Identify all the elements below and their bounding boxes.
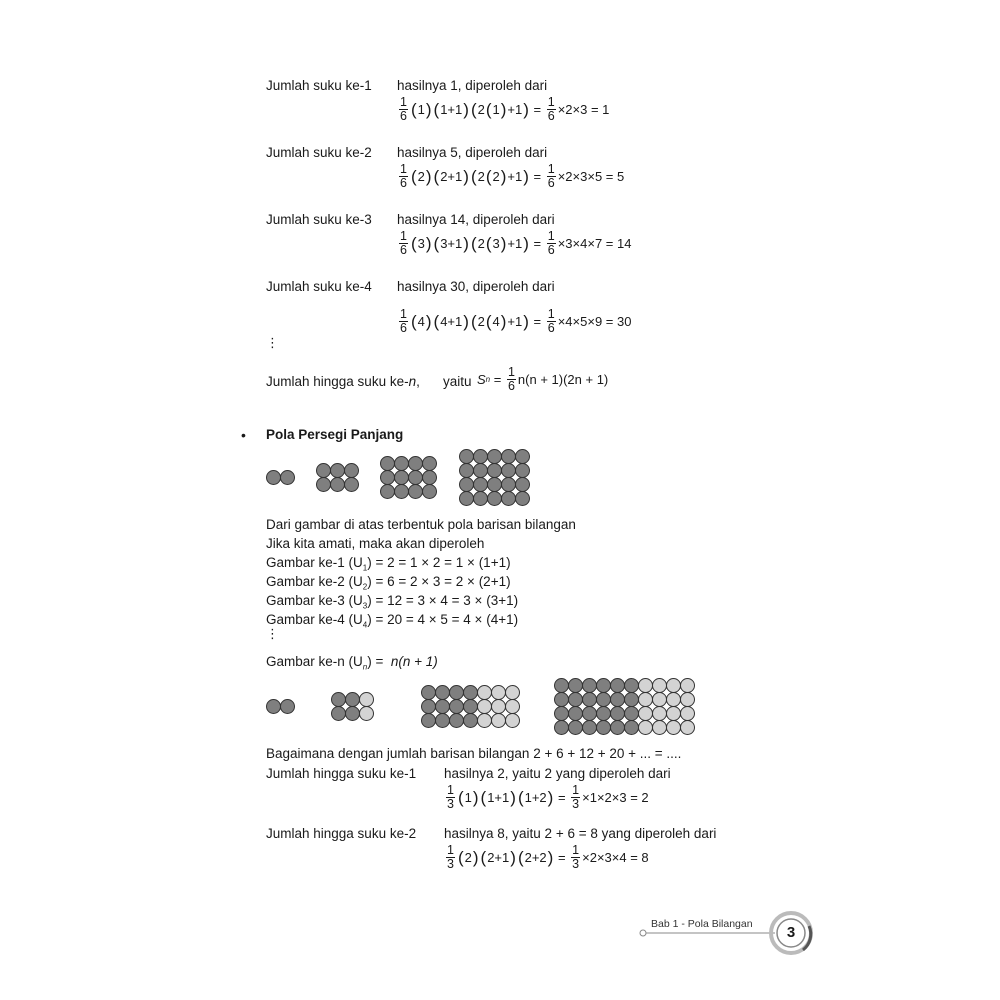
row-1-result: hasilnya 1, diperoleh dari (397, 78, 548, 93)
pattern-dot (380, 456, 395, 471)
pattern-dot (666, 692, 681, 707)
pattern-dot (477, 713, 492, 728)
pattern-dot (680, 720, 695, 735)
pattern-dot (491, 685, 506, 700)
pattern-dot (568, 678, 583, 693)
pattern-dot (515, 491, 530, 506)
vdots-2: ⋮ (266, 626, 279, 641)
pattern-dot (666, 720, 681, 735)
row-4-equation: $\frac{1}{6}$ ( 4 ) ( 4+1 ) ( 2 ( 4 ) +1 ) = $\frac{1}{6}$ ×4×5×9 = 30 (400, 307, 632, 336)
row-3-label: Jumlah suku ke-3 (266, 212, 372, 227)
pattern-dot (330, 463, 345, 478)
pattern-dot (624, 706, 639, 721)
page-number: 3 (786, 924, 796, 941)
pattern-dot (582, 706, 597, 721)
pattern-dot (554, 706, 569, 721)
pattern-dot (515, 477, 530, 492)
sum-row-1-label: Jumlah hingga suku ke-1 (266, 766, 417, 781)
pattern-dot (459, 449, 474, 464)
pattern-dot (330, 477, 345, 492)
section-bullet: • (241, 427, 246, 443)
pattern-dot (624, 720, 639, 735)
pattern-dot (459, 463, 474, 478)
pattern-dot (582, 692, 597, 707)
pattern-dot (408, 456, 423, 471)
pattern-dot (652, 720, 667, 735)
pattern-dot (596, 678, 611, 693)
pattern-dot (652, 706, 667, 721)
section-title: Pola Persegi Panjang (266, 427, 404, 442)
pattern-dot (421, 699, 436, 714)
pattern-dot (680, 692, 695, 707)
pattern-dot (487, 463, 502, 478)
pattern-dot (638, 692, 653, 707)
pattern-dot (463, 699, 478, 714)
pattern-dot (624, 678, 639, 693)
pattern-dot (515, 449, 530, 464)
pattern-dot (359, 692, 374, 707)
pattern-dot (477, 699, 492, 714)
gambar-line-3: Gambar ke-3 $(U_3) = 12 = 3 \times 4 = 3 \times (3+1)$ (266, 593, 519, 611)
pattern-dot (408, 484, 423, 499)
pattern-dot (394, 456, 409, 471)
gambar-line-1: Gambar ke-1 $(U_1) = 2 = 1 \times 2 = 1 \times (1+1)$ (266, 555, 511, 573)
pattern-dot (316, 463, 331, 478)
row-4-result: hasilnya 30, diperoleh dari (397, 279, 555, 294)
pattern-dot (435, 699, 450, 714)
pattern-dot (421, 713, 436, 728)
pattern-dot (624, 692, 639, 707)
pattern-dot (596, 720, 611, 735)
pattern-dot (408, 470, 423, 485)
pattern-dot (666, 678, 681, 693)
pattern-dot (610, 706, 625, 721)
pattern-dot (501, 449, 516, 464)
pattern-dot (680, 678, 695, 693)
pattern-dot (280, 699, 295, 714)
pattern-dot (515, 463, 530, 478)
gambar-line-4: Gambar ke-4 $(U_4) = 20 = 4 \times 5 = 4 \times (4+1)$ (266, 612, 519, 630)
pattern-dot (266, 699, 281, 714)
pattern-dot (394, 470, 409, 485)
pattern-dot (491, 699, 506, 714)
row-2-equation: $\frac{1}{6}$ ( 2 ) ( 2+1 ) ( 2 ( 2 ) +1 ) = $\frac{1}{6}$ ×2×3×5 = 5 (400, 162, 625, 191)
pattern-dot (554, 692, 569, 707)
pattern-dot (344, 463, 359, 478)
pattern-dot (638, 706, 653, 721)
para-line-1: Dari gambar di atas terbentuk pola barisan bilangan (266, 517, 576, 532)
pattern-dot (459, 477, 474, 492)
pattern-dot (680, 706, 695, 721)
pattern-dot (422, 484, 437, 499)
row-4-label: Jumlah suku ke-4 (266, 279, 372, 294)
pattern-dot (463, 713, 478, 728)
pattern-dot (280, 470, 295, 485)
pattern-dot (331, 706, 346, 721)
pattern-dot (394, 484, 409, 499)
pattern-dot (610, 678, 625, 693)
pattern-dot (582, 720, 597, 735)
pattern-dot (473, 477, 488, 492)
pattern-dot (380, 484, 395, 499)
gambar-line-2: Gambar ke-2 $(U_2) = 6 = 2 \times 3 = 2 \times (2+1)$ (266, 574, 511, 592)
pattern-dot (487, 477, 502, 492)
pattern-dot (487, 449, 502, 464)
row-2-label: Jumlah suku ke-2 (266, 145, 372, 160)
row-1-label: Jumlah suku ke-1 (266, 78, 372, 93)
pattern-dot (505, 713, 520, 728)
pattern-dot (477, 685, 492, 700)
pattern-dot (331, 692, 346, 707)
pattern-dot (568, 706, 583, 721)
pattern-dot (568, 692, 583, 707)
pattern-dot (345, 692, 360, 707)
pattern-dot (422, 470, 437, 485)
pattern-dot (449, 699, 464, 714)
pattern-dot (345, 706, 360, 721)
row-1-equation: $\frac{1}{6}$ ( 1 ) ( 1+1 ) ( 2 ( 1 ) +1 ) = $\frac{1}{6}$ ×2×3 = 1 (400, 95, 610, 124)
pattern-dot (473, 449, 488, 464)
pattern-dot (638, 678, 653, 693)
pattern-dot (582, 678, 597, 693)
pattern-dot (421, 685, 436, 700)
row-2-result: hasilnya 5, diperoleh dari (397, 145, 548, 160)
pattern-dot (491, 713, 506, 728)
sum-row-2-equation: $\frac{1}{3}$ ( 2 ) ( 2+1 ) ( 2+2 ) = $\frac{1}{3}$ ×2×3×4 = 8 (447, 843, 649, 872)
general-label: Jumlah hingga suku ke-n, (266, 374, 420, 389)
pattern-dot (610, 720, 625, 735)
pattern-dot (449, 685, 464, 700)
pattern-dot (568, 720, 583, 735)
pattern-dot (554, 720, 569, 735)
question-line: Bagaimana dengan jumlah barisan bilangan 2 + 6 + 12 + 20 + ... = .... (266, 746, 682, 761)
pattern-dot (505, 685, 520, 700)
pattern-dot (652, 692, 667, 707)
pattern-dot (638, 720, 653, 735)
general-yaitu: yaitu (443, 374, 472, 389)
pattern-dot (422, 456, 437, 471)
pattern-dot (435, 685, 450, 700)
pattern-dot (459, 491, 474, 506)
general-equation: S n = $\frac{1}{6}$ n(n + 1)(2n + 1) (477, 365, 609, 394)
gambar-general: Gambar ke-n $(U_n) = n(n + 1)$ (266, 654, 438, 672)
pattern-dot (596, 692, 611, 707)
pattern-dot (316, 477, 331, 492)
pattern-dot (435, 713, 450, 728)
pattern-dot (501, 477, 516, 492)
pattern-dot (487, 491, 502, 506)
pattern-dot (554, 678, 569, 693)
pattern-dot (473, 463, 488, 478)
pattern-dot (652, 678, 667, 693)
vdots-1: ⋮ (266, 335, 279, 350)
pattern-dot (359, 706, 374, 721)
sum-row-2-label: Jumlah hingga suku ke-2 (266, 826, 417, 841)
pattern-dot (666, 706, 681, 721)
pattern-dot (380, 470, 395, 485)
pattern-dot (596, 706, 611, 721)
pattern-dot (473, 491, 488, 506)
sum-row-2-result: hasilnya 8, yaitu 2 + 6 = 8 yang diperoleh dari (444, 826, 717, 841)
para-line-2: Jika kita amati, maka akan diperoleh (266, 536, 485, 551)
row-3-result: hasilnya 14, diperoleh dari (397, 212, 555, 227)
sum-row-1-equation: $\frac{1}{3}$ ( 1 ) ( 1+1 ) ( 1+2 ) = $\frac{1}{3}$ ×1×2×3 = 2 (447, 783, 649, 812)
pattern-dot (505, 699, 520, 714)
pattern-dot (501, 463, 516, 478)
pattern-dot (501, 491, 516, 506)
footer-chapter-label: Bab 1 - Pola Bilangan (651, 918, 753, 930)
sum-row-1-result: hasilnya 2, yaitu 2 yang diperoleh dari (444, 766, 671, 781)
pattern-dot (449, 713, 464, 728)
pattern-dot (344, 477, 359, 492)
pattern-dot (610, 692, 625, 707)
pattern-dot (463, 685, 478, 700)
row-3-equation: $\frac{1}{6}$ ( 3 ) ( 3+1 ) ( 2 ( 3 ) +1 ) = $\frac{1}{6}$ ×3×4×7 = 14 (400, 229, 632, 258)
pattern-dot (266, 470, 281, 485)
